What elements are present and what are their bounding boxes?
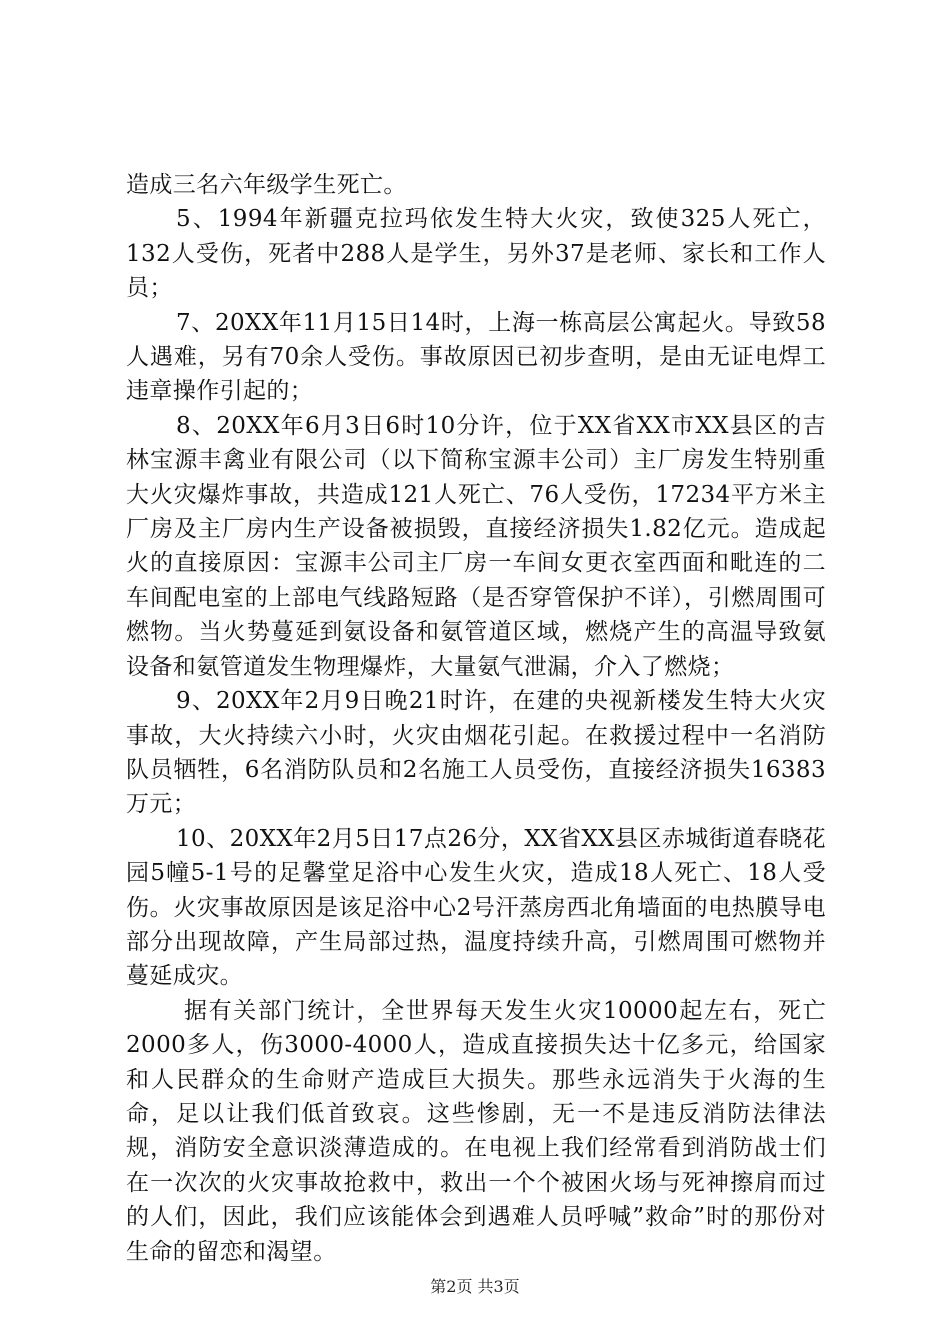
paragraph-statistics: 据有关部门统计，全世界每天发生火灾10000起左右，死亡2000多人，伤3000-4000人，造成直接损失达十亿多元，给国家和人民群众的生命财产造成巨大损失。那些永远消失于火海的生命，足以让我们低首致哀。这些惨剧，无一不是违反消防法律法规，消防安全意识淡薄造成的。在电视上我们经常看到消防战士们在一次次的火灾事故抢救中，救出一个个被困火场与死神擦肩而过的人们，因此，我们应该能体会到遇难人员呼喊”救命”时的那份对生命的留恋和渴望。 xyxy=(126,997,826,1265)
document-body xyxy=(126,168,826,1269)
paragraph-item-5: 5、1994年新疆克拉玛依发生特大火灾，致使325人死亡，132人受伤，死者中288人是学生，另外37是老师、家长和工作人员； xyxy=(126,206,826,302)
paragraph-item-7: 7、20XX年11月15日14时，上海一栋高层公寓起火。导致58人遇难，另有70余人受伤。事故原因已初步查明，是由无证电焊工违章操作引起的； xyxy=(126,309,826,405)
page-footer: 第2页 共3页 xyxy=(430,1277,520,1296)
paragraph-item-8: 8、20XX年6月3日6时10分许，位于XX省XX市XX县区的吉林宝源丰禽业有限公司（以下简称宝源丰公司）主厂房发生特别重大火灾爆炸事故，共造成121人死亡、76人受伤，17234平方米主厂房及主厂房内生产设备被损毁，直接经济损失1.82亿元。造成起火的直接原因：宝源丰公司主厂房一车间女更衣室西面和毗连的二车间配电室的上部电气线路短路（是否穿管保护不详），引燃周围可燃物。当火势蔓延到氨设备和氨管道区域，燃烧产生的高温导致氨设备和氨管道发生物理爆炸，大量氨气泄漏，介入了燃烧； xyxy=(126,412,826,680)
paragraph-item-9: 9、20XX年2月9日晚21时许，在建的央视新楼发生特大火灾事故，大火持续六小时，火灾由烟花引起。在救援过程中一名消防队员牺牲，6名消防队员和2名施工人员受伤，直接经济损失16383万元； xyxy=(126,688,826,818)
paragraph-item-10: 10、20XX年2月5日17点26分，XX省XX县区赤城街道春晓花园5幢5-1号的足馨堂足浴中心发生火灾，造成18人死亡、18人受伤。火灾事故原因是该足浴中心2号汗蒸房西北角墙面的电热膜导电部分出现故障，产生局部过热，温度持续升高，引燃周围可燃物并蔓延成灾。 xyxy=(126,825,826,990)
paragraph-continuation: 造成三名六年级学生死亡。 xyxy=(126,172,407,198)
